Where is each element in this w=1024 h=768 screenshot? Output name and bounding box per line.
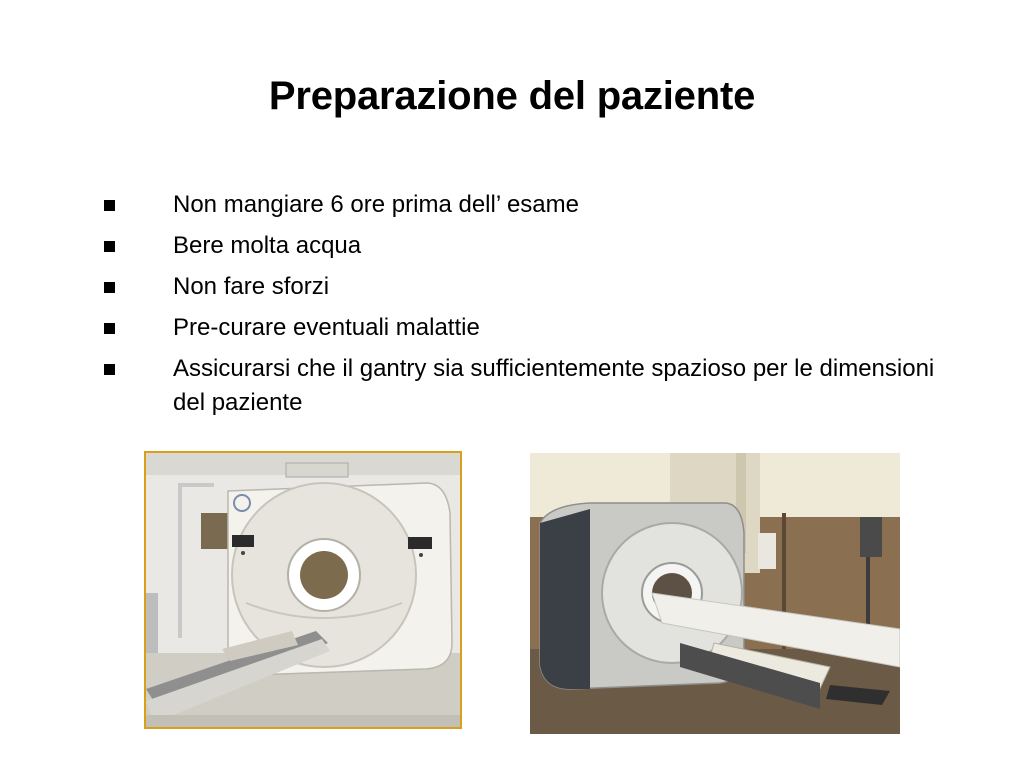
bullet-item (100, 270, 960, 303)
square-bullet-icon (100, 188, 173, 221)
bullet-text: Pre-curare eventuali malattie (173, 314, 480, 341)
bullet-item (100, 352, 960, 420)
square-bullet-icon (100, 311, 173, 344)
square-bullet-icon (100, 270, 173, 303)
bullet-item (100, 311, 960, 344)
ct-scanner-photo-right (530, 453, 900, 734)
bullet-item (100, 188, 960, 221)
bullet-text: Bere molta acqua (173, 232, 362, 259)
bullet-item (100, 229, 960, 262)
bullet-text: Assicurarsi che il gantry sia sufficientemente spazioso per le dimensioni del paziente (173, 355, 935, 416)
ct-exam-room-illustration (530, 453, 900, 734)
bullet-text: Non fare sforzi (173, 273, 330, 300)
square-bullet-icon (100, 229, 173, 262)
bullet-list (100, 188, 960, 428)
square-bullet-icon (100, 352, 173, 385)
ct-scanner-photo-left (144, 451, 462, 729)
bullet-text: Non mangiare 6 ore prima dell’ esame (173, 191, 579, 218)
slide-title: Preparazione del paziente (268, 74, 756, 118)
ct-scanner-illustration (146, 453, 460, 727)
